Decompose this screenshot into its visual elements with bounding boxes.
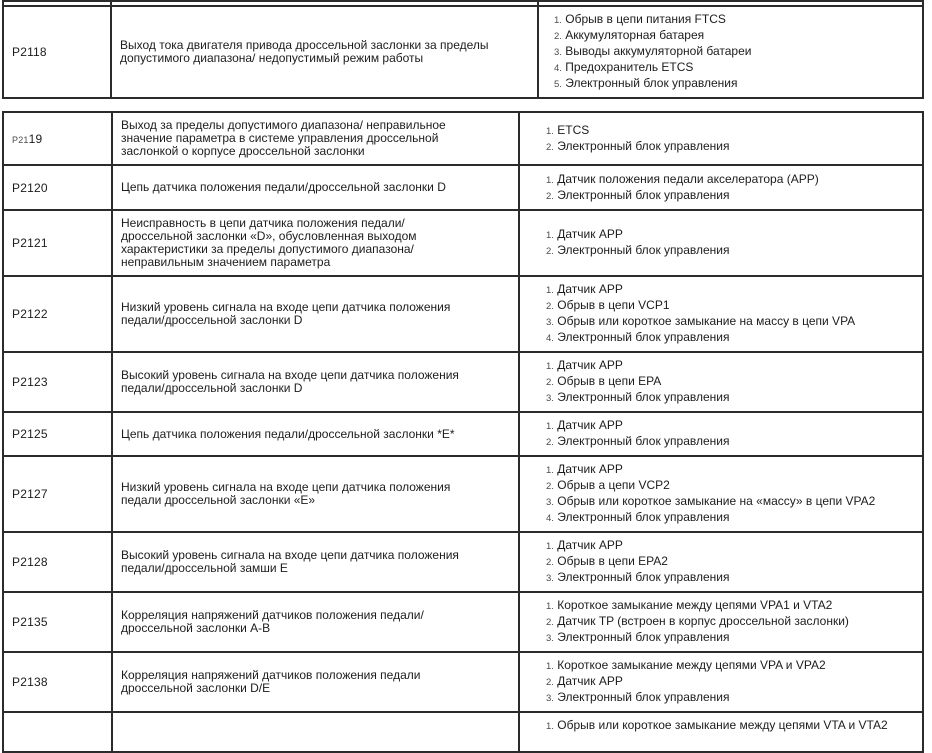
cause-item bbox=[546, 614, 914, 630]
cause-text: Обрыв в цепи EPA2 bbox=[553, 554, 668, 568]
dtc-table-lower bbox=[2, 111, 924, 753]
cause-number: 1. bbox=[546, 721, 554, 732]
cause-number: 1. bbox=[546, 661, 554, 672]
cause-number: 3. bbox=[554, 47, 562, 58]
dtc-code-cell: P2120 bbox=[3, 165, 112, 210]
cause-text: Датчик APP bbox=[553, 538, 623, 552]
cause-text: Датчик APP bbox=[553, 674, 623, 688]
dtc-table-lower-body bbox=[3, 112, 923, 752]
cause-text: Электронный блок управления bbox=[553, 138, 730, 153]
cause-item bbox=[546, 494, 914, 510]
cause-item bbox=[546, 282, 914, 298]
table-row bbox=[3, 412, 923, 456]
cause-item bbox=[546, 658, 914, 674]
cause-text: Выводы аккумуляторной батареи bbox=[561, 44, 752, 58]
table-row bbox=[3, 592, 923, 652]
dtc-description-cell: Корреляция напряжений датчиков положения педали/ дроссельной заслонки A-B bbox=[112, 592, 519, 652]
dtc-description-cell: Выход за пределы допустимого диапазона/ неправильное значение параметра в системе управления дроссельной заслонкой о корпусе дроссельной заслонки bbox=[112, 112, 519, 165]
dtc-description-cell: Низкий уровень сигнала на входе цепи датчика положения педали дроссельной заслонки «Е» bbox=[112, 456, 519, 532]
cause-text: Предохранитель ETCS bbox=[561, 60, 694, 74]
dtc-causes-cell bbox=[519, 112, 923, 165]
dtc-description-cell: Цепь датчика положения педали/дроссельной заслонки *Е* bbox=[112, 412, 519, 456]
dtc-code-cell: P2122 bbox=[3, 276, 112, 352]
cause-number: 2. bbox=[546, 557, 554, 568]
dtc-table-upper-body bbox=[3, 1, 923, 98]
cause-number: 1. bbox=[546, 421, 554, 432]
cause-text: Электронный блок управления bbox=[553, 390, 730, 404]
cause-number: 2. bbox=[546, 246, 554, 257]
dtc-code-prefix: P21 bbox=[12, 134, 29, 145]
cause-text: Электронный блок управления bbox=[553, 510, 730, 524]
cause-text: Датчик TP (встроен в корпус дроссельной заслонки) bbox=[553, 614, 849, 628]
cause-number: 1. bbox=[546, 541, 554, 552]
cause-number: 3. bbox=[546, 693, 554, 704]
cause-item bbox=[546, 172, 914, 188]
cause-text: Обрыв или короткое замыкание на массу в цепи VPA bbox=[553, 314, 856, 328]
dtc-code-cell bbox=[3, 112, 112, 165]
cause-text: Электронный блок управления bbox=[553, 434, 730, 448]
cause-item bbox=[546, 374, 914, 390]
dtc-causes-cell bbox=[519, 352, 923, 412]
cause-number: 1. bbox=[546, 465, 554, 476]
cause-number: 1. bbox=[554, 15, 562, 26]
cause-text: Электронный блок управления bbox=[553, 630, 730, 644]
dtc-description-cell: Выход тока двигателя привода дроссельной заслонки за пределы допустимого диапазона/ недопустимый режим работы bbox=[111, 6, 538, 98]
cause-number: 1. bbox=[546, 174, 554, 186]
cause-item bbox=[546, 123, 914, 139]
cause-item bbox=[554, 44, 914, 60]
dtc-causes-cell bbox=[519, 412, 923, 456]
dtc-code-cell: P2125 bbox=[3, 412, 112, 456]
cause-text: Короткое замыкание между цепями VPA и VPA2 bbox=[553, 658, 826, 672]
cause-text: Датчик APP bbox=[553, 358, 623, 372]
table-row bbox=[3, 276, 923, 352]
cause-number: 2. bbox=[546, 677, 554, 688]
dtc-code-cell bbox=[3, 712, 112, 752]
dtc-description-cell: Неисправность в цепи датчика положения педали/дроссельной заслонки «D», обусловленная выходом характеристики за пределы допустимого диапазона/ неправильным значением параметра bbox=[112, 210, 519, 276]
cause-number: 3. bbox=[546, 497, 554, 508]
cause-item bbox=[546, 434, 914, 450]
cause-text: Датчик APP bbox=[553, 418, 623, 432]
cause-text: Электронный блок управления bbox=[553, 570, 730, 584]
cause-item bbox=[546, 139, 914, 155]
dtc-description-cell: Высокий уровень сигнала на входе цепи датчика положения педали/дроссельной заслонки D bbox=[112, 352, 519, 412]
cause-item bbox=[546, 330, 914, 346]
cause-item bbox=[546, 630, 914, 646]
cause-item bbox=[546, 718, 914, 734]
table-row bbox=[3, 532, 923, 592]
dtc-table-upper bbox=[2, 0, 924, 99]
cause-text: Электронный блок управления bbox=[553, 187, 730, 202]
cause-number: 2. bbox=[546, 141, 554, 153]
dtc-causes-cell bbox=[519, 592, 923, 652]
cause-item bbox=[546, 188, 914, 204]
cause-text: Обрыв в цепи VCP1 bbox=[553, 298, 670, 312]
table-row bbox=[3, 456, 923, 532]
cause-item bbox=[554, 76, 914, 92]
cause-text: Электронный блок управления bbox=[553, 330, 730, 344]
dtc-description-cell: Высокий уровень сигнала на входе цепи датчика положения педали/дроссельной замши Е bbox=[112, 532, 519, 592]
cause-text: Обрыв а цепи VCP2 bbox=[553, 478, 670, 492]
cause-item bbox=[546, 298, 914, 314]
cause-number: 2. bbox=[546, 190, 554, 202]
cause-text: Датчик APP bbox=[553, 462, 623, 476]
cause-text: Датчик положения педали акселератора (APP) bbox=[553, 171, 819, 186]
cause-item bbox=[546, 674, 914, 690]
cause-number: 2. bbox=[546, 437, 554, 448]
dtc-code-cell: P2123 bbox=[3, 352, 112, 412]
cause-number: 2. bbox=[546, 617, 554, 628]
dtc-code-cell: P2127 bbox=[3, 456, 112, 532]
dtc-causes-cell bbox=[519, 210, 923, 276]
cause-text: Обрыв в цепи питания FTCS bbox=[561, 12, 726, 26]
dtc-code-cell: P2138 bbox=[3, 652, 112, 712]
cause-number: 1. bbox=[546, 601, 554, 612]
cause-item bbox=[546, 227, 914, 243]
cause-item bbox=[554, 12, 914, 28]
dtc-causes-cell bbox=[519, 712, 923, 752]
dtc-description-cell: Корреляция напряжений датчиков положения педали дроссельной заслонки D/E bbox=[112, 652, 519, 712]
dtc-code-suffix: 19 bbox=[28, 131, 43, 146]
cause-number: 4. bbox=[546, 513, 554, 524]
dtc-causes-cell bbox=[519, 652, 923, 712]
table-row bbox=[3, 210, 923, 276]
cause-text: Аккумуляторная батарея bbox=[561, 28, 705, 42]
dtc-description-cell bbox=[112, 712, 519, 752]
table-row bbox=[3, 165, 923, 210]
cause-number: 5. bbox=[554, 79, 562, 90]
cause-text: Обрыв или короткое замыкание между цепями VTA и VTA2 bbox=[553, 718, 888, 732]
dtc-code-cell: P2128 bbox=[3, 532, 112, 592]
table-row bbox=[3, 112, 923, 165]
dtc-causes-cell bbox=[519, 165, 923, 210]
cause-number: 1. bbox=[546, 125, 554, 137]
table-row bbox=[3, 652, 923, 712]
cause-number: 1. bbox=[546, 361, 554, 372]
cause-item bbox=[546, 510, 914, 526]
dtc-description-cell: Низкий уровень сигнала на входе цепи датчика положения педали/дроссельной заслонки D bbox=[112, 276, 519, 352]
dtc-code-cell: P2118 bbox=[3, 6, 111, 98]
dtc-causes-cell bbox=[519, 532, 923, 592]
cause-text: Датчик APP bbox=[553, 282, 623, 296]
cause-number: 4. bbox=[546, 333, 554, 344]
dtc-causes-cell bbox=[519, 456, 923, 532]
cause-item bbox=[546, 418, 914, 434]
cause-text: Короткое замыкание между цепями VPA1 и VTA2 bbox=[553, 598, 833, 612]
table-row bbox=[3, 352, 923, 412]
cause-text: Электронный блок управления bbox=[553, 243, 730, 257]
cause-number: 2. bbox=[546, 377, 554, 388]
cause-item bbox=[554, 60, 914, 76]
cause-item bbox=[546, 538, 914, 554]
dtc-code-cell: P2121 bbox=[3, 210, 112, 276]
cause-number: 2. bbox=[546, 481, 554, 492]
cause-item bbox=[546, 478, 914, 494]
cause-text: Датчик APP bbox=[553, 227, 623, 241]
cause-text: Обрыв в цепи EPA bbox=[553, 374, 662, 388]
cause-number: 1. bbox=[546, 230, 554, 241]
cause-number: 1. bbox=[546, 285, 554, 296]
cause-item bbox=[546, 554, 914, 570]
cause-item bbox=[546, 570, 914, 586]
cause-number: 3. bbox=[546, 573, 554, 584]
cause-text: Обрыв или короткое замыкание на «массу» в цепи VPA2 bbox=[553, 494, 876, 508]
cause-item bbox=[546, 390, 914, 406]
dtc-causes-cell bbox=[538, 6, 923, 98]
cause-number: 3. bbox=[546, 317, 554, 328]
cause-number: 2. bbox=[554, 31, 562, 42]
cause-text: ETCS bbox=[553, 122, 590, 137]
table-row bbox=[3, 712, 923, 752]
cause-item bbox=[546, 462, 914, 478]
cause-text: Электронный блок управления bbox=[561, 76, 738, 90]
cause-item bbox=[546, 243, 914, 259]
cause-item bbox=[546, 358, 914, 374]
cause-number: 2. bbox=[546, 301, 554, 312]
cause-number: 3. bbox=[546, 633, 554, 644]
cause-item bbox=[554, 28, 914, 44]
cause-text: Электронный блок управления bbox=[553, 690, 730, 704]
dtc-causes-cell bbox=[519, 276, 923, 352]
cause-item bbox=[546, 690, 914, 706]
cause-item bbox=[546, 598, 914, 614]
table-row bbox=[3, 6, 923, 98]
dtc-description-cell: Цепь датчика положения педали/дроссельной заслонки D bbox=[112, 165, 519, 210]
cause-number: 3. bbox=[546, 393, 554, 404]
cause-item bbox=[546, 314, 914, 330]
dtc-code-cell: P2135 bbox=[3, 592, 112, 652]
cause-number: 4. bbox=[554, 63, 562, 74]
